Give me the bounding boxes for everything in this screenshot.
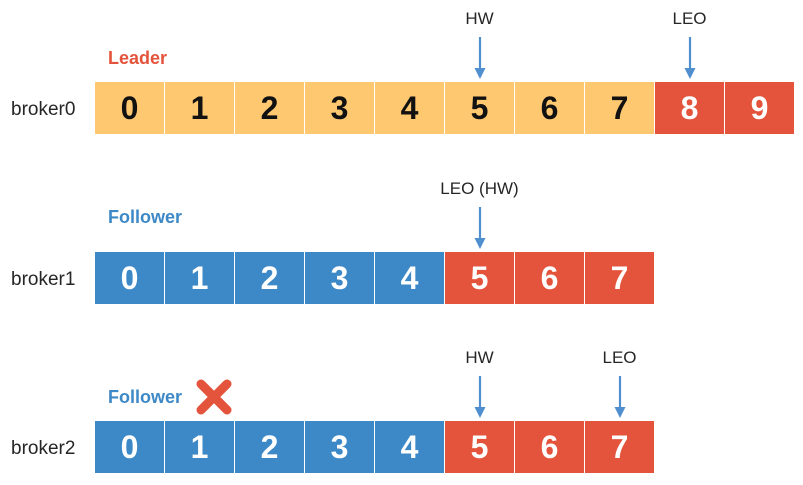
log-cell: 9 xyxy=(725,82,794,134)
marker-label: HW xyxy=(465,9,494,28)
log-cell: 7 xyxy=(585,82,654,134)
log-cell: 3 xyxy=(305,421,374,473)
log-cell: 4 xyxy=(375,82,444,134)
log-cell: 8 xyxy=(655,82,724,134)
log-cell: 6 xyxy=(515,82,584,134)
role-label: Follower xyxy=(108,207,183,227)
log-cell: 1 xyxy=(165,252,234,304)
down-arrow-icon xyxy=(614,376,626,420)
marker-label: LEO xyxy=(602,348,637,367)
log-cell: 1 xyxy=(165,421,234,473)
log-cell: 6 xyxy=(515,252,584,304)
log-row xyxy=(95,82,794,134)
role-label: Follower xyxy=(108,387,183,407)
log-cell: 2 xyxy=(235,82,304,134)
broker-label: broker1 xyxy=(11,269,76,290)
log-cell: 6 xyxy=(515,421,584,473)
log-cell: 3 xyxy=(305,82,374,134)
log-cell: 7 xyxy=(585,421,654,473)
log-cell: 1 xyxy=(165,82,234,134)
log-cell: 0 xyxy=(95,252,164,304)
down-arrow-icon xyxy=(474,207,486,251)
broker-label: broker2 xyxy=(11,438,76,459)
log-cell: 4 xyxy=(375,252,444,304)
log-cell: 2 xyxy=(235,252,304,304)
log-row xyxy=(95,421,654,473)
log-cell: 0 xyxy=(95,82,164,134)
broker-label: broker0 xyxy=(11,99,76,120)
down-arrow-icon xyxy=(474,37,486,81)
log-cell: 4 xyxy=(375,421,444,473)
down-arrow-icon xyxy=(474,376,486,420)
log-cell: 3 xyxy=(305,252,374,304)
log-cell: 5 xyxy=(445,82,514,134)
log-cell: 5 xyxy=(445,421,514,473)
failure-cross-icon xyxy=(196,379,232,415)
log-cell: 7 xyxy=(585,252,654,304)
marker-label: LEO (HW) xyxy=(440,179,519,198)
log-cell: 5 xyxy=(445,252,514,304)
marker-label: LEO xyxy=(672,9,707,28)
log-cell: 2 xyxy=(235,421,304,473)
down-arrow-icon xyxy=(684,37,696,81)
marker-label: HW xyxy=(465,348,494,367)
role-label: Leader xyxy=(108,48,168,68)
log-row xyxy=(95,252,654,304)
log-cell: 0 xyxy=(95,421,164,473)
